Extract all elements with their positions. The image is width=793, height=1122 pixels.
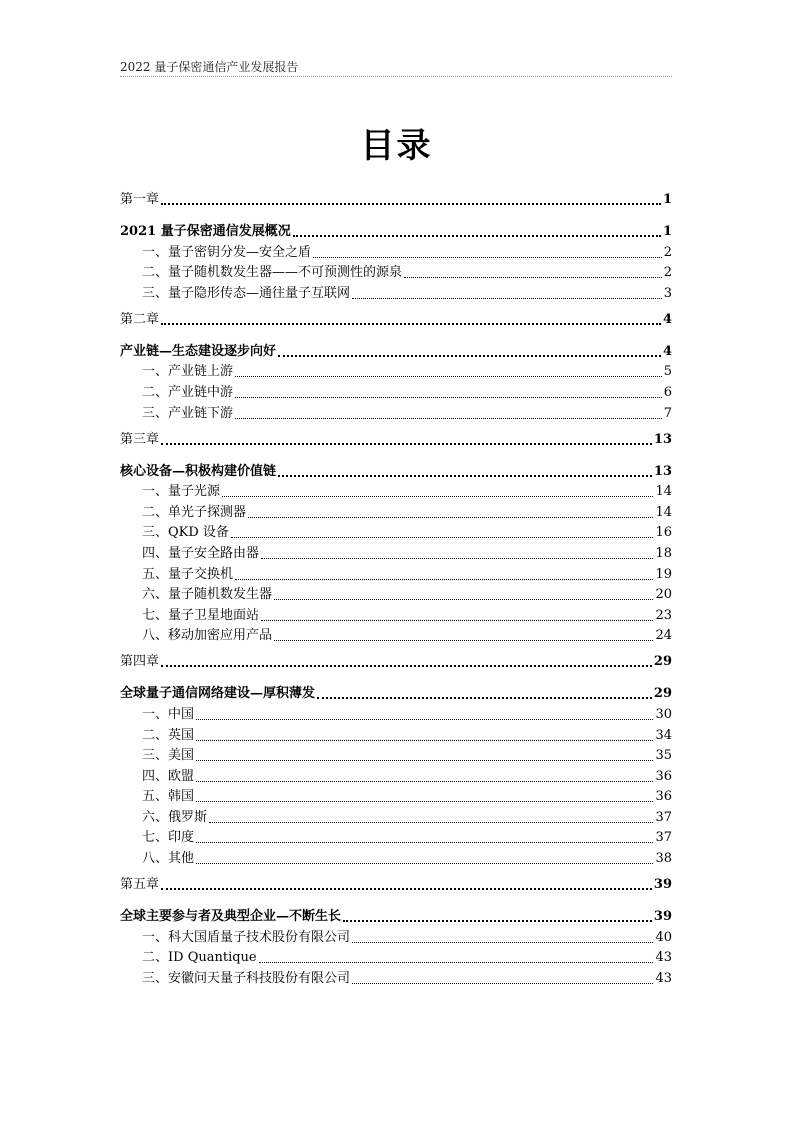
toc-entry-label: 二、单光子探测器 <box>142 504 247 520</box>
toc-entry-page-number: 23 <box>655 607 672 623</box>
toc-entry-label: 第三章 <box>120 431 160 447</box>
dot-leader <box>293 235 661 237</box>
toc-entry-label: 二、产业链中游 <box>142 384 234 400</box>
toc-entry-label: 二、ID Quantique <box>142 950 257 966</box>
toc-entry-sub[interactable] <box>120 967 672 988</box>
toc-entry-sub[interactable] <box>120 765 672 786</box>
dot-leader <box>196 719 653 720</box>
dot-leader <box>209 822 653 823</box>
toc-entry-page-number: 29 <box>653 654 672 670</box>
toc-entry-heading[interactable] <box>120 906 672 926</box>
toc-entry-page-number: 2 <box>663 244 672 260</box>
dot-leader <box>248 517 653 518</box>
toc-entry-sub[interactable] <box>120 745 672 766</box>
toc-entry-label: 二、英国 <box>142 727 195 743</box>
toc-entry-page-number: 19 <box>655 566 672 582</box>
toc-entry-page-number: 4 <box>662 343 672 359</box>
toc-entry-page-number: 14 <box>655 504 672 520</box>
toc-entry-sub[interactable] <box>120 604 672 625</box>
toc-entry-sub[interactable] <box>120 806 672 827</box>
dot-leader <box>222 496 653 497</box>
toc-entry-page-number: 13 <box>653 431 672 447</box>
toc-entry-sub[interactable] <box>120 542 672 563</box>
dot-leader <box>235 376 662 377</box>
toc-entry-label: 产业链—生态建设逐步向好 <box>120 343 277 359</box>
toc-entry-label: 第一章 <box>120 192 160 207</box>
dot-leader <box>161 323 661 325</box>
dot-leader <box>196 842 653 843</box>
toc-entry-page-number: 2 <box>663 265 672 281</box>
dot-leader <box>235 579 653 580</box>
toc-entry-heading[interactable] <box>120 461 672 481</box>
toc-entry-sub[interactable] <box>120 262 672 283</box>
toc-entry-page-number: 1 <box>662 192 672 207</box>
toc-entry-sub[interactable] <box>120 381 672 402</box>
dot-leader <box>352 942 653 943</box>
toc-entry-chapter[interactable] <box>120 429 672 449</box>
dot-leader <box>352 983 653 984</box>
toc-entry-label: 2021 量子保密通信发展概况 <box>120 224 291 239</box>
toc-entry-label: 核心设备—积极构建价值链 <box>120 463 277 479</box>
toc-entry-label: 一、量子密钥分发—安全之盾 <box>142 244 312 260</box>
toc-entry-page-number: 39 <box>653 877 672 893</box>
toc-entry-label: 四、量子安全路由器 <box>142 545 260 561</box>
toc-entry-page-number: 34 <box>655 727 672 743</box>
dot-leader <box>196 781 653 782</box>
toc-entry-page-number: 3 <box>663 285 672 301</box>
toc-entry-page-number: 6 <box>663 384 672 400</box>
toc-entry-label: 六、俄罗斯 <box>142 809 208 825</box>
toc-entry-page-number: 29 <box>653 686 672 702</box>
toc-entry-sub[interactable] <box>120 703 672 724</box>
dot-leader <box>161 665 652 667</box>
toc-entry-label: 三、产业链下游 <box>142 405 234 421</box>
toc-entry-page-number: 38 <box>655 851 672 867</box>
toc-entry-chapter[interactable] <box>120 651 672 671</box>
running-header: 2022 量子保密通信产业发展报告 <box>120 60 672 77</box>
toc-entry-page-number: 37 <box>655 809 672 825</box>
toc-entry-page-number: 16 <box>655 525 672 541</box>
toc-entry-sub[interactable] <box>120 847 672 868</box>
toc-entry-page-number: 30 <box>655 706 672 722</box>
toc-entry-page-number: 1 <box>662 224 672 239</box>
toc-entry-sub[interactable] <box>120 402 672 423</box>
toc-entry-sub[interactable] <box>120 947 672 968</box>
dot-leader <box>313 257 662 258</box>
toc-entry-label: 六、量子随机数发生器 <box>142 587 273 603</box>
toc-entry-page-number: 36 <box>655 789 672 805</box>
toc-entry-label: 八、其他 <box>142 851 195 867</box>
toc-entry-page-number: 24 <box>655 628 672 644</box>
dot-leader <box>404 277 662 278</box>
toc-entry-heading[interactable] <box>120 683 672 703</box>
dot-leader <box>352 298 662 299</box>
dot-leader <box>259 962 654 963</box>
dot-leader <box>261 620 653 621</box>
toc-entry-page-number: 37 <box>655 830 672 846</box>
toc-entry-sub[interactable] <box>120 584 672 605</box>
dot-leader <box>278 355 661 357</box>
dot-leader <box>231 537 654 538</box>
toc-entry-page-number: 5 <box>663 364 672 380</box>
toc-entry-page-number: 40 <box>655 929 672 945</box>
dot-leader <box>317 697 652 699</box>
dot-leader <box>274 640 653 641</box>
toc-entry-label: 四、欧盟 <box>142 768 195 784</box>
toc-entry-label: 一、科大国盾量子技术股份有限公司 <box>142 929 351 945</box>
page-title: 目录 <box>360 126 433 166</box>
dot-leader <box>161 888 652 890</box>
table-of-contents <box>120 183 672 988</box>
toc-entry-label: 二、量子随机数发生器——不可预测性的源泉 <box>142 265 403 281</box>
toc-entry-chapter[interactable] <box>120 874 672 894</box>
toc-entry-label: 七、量子卫星地面站 <box>142 607 260 623</box>
toc-entry-label: 一、量子光源 <box>142 484 221 500</box>
dot-leader <box>161 203 661 205</box>
dot-leader <box>196 760 653 761</box>
dot-leader <box>161 443 652 445</box>
toc-entry-sub[interactable] <box>120 501 672 522</box>
toc-entry-sub[interactable] <box>120 522 672 543</box>
toc-entry-sub[interactable] <box>120 786 672 807</box>
toc-entry-label: 七、印度 <box>142 830 195 846</box>
toc-entry-sub[interactable] <box>120 724 672 745</box>
dot-leader <box>196 801 653 802</box>
dot-leader <box>261 558 653 559</box>
toc-entry-page-number: 4 <box>662 311 672 327</box>
toc-entry-page-number: 18 <box>655 545 672 561</box>
toc-entry-heading[interactable] <box>120 221 672 241</box>
toc-entry-page-number: 20 <box>655 587 672 603</box>
toc-entry-label: 八、移动加密应用产品 <box>142 628 273 644</box>
toc-entry-page-number: 13 <box>653 463 672 479</box>
toc-entry-sub[interactable] <box>120 563 672 584</box>
toc-entry-page-number: 39 <box>653 909 672 925</box>
toc-entry-label: 三、安徽问天量子科技股份有限公司 <box>142 970 351 986</box>
toc-entry-label: 第四章 <box>120 654 160 670</box>
toc-entry-label: 一、产业链上游 <box>142 364 234 380</box>
toc-entry-sub[interactable] <box>120 282 672 303</box>
toc-entry-sub[interactable] <box>120 361 672 382</box>
toc-entry-label: 一、中国 <box>142 706 195 722</box>
toc-entry-sub[interactable] <box>120 926 672 947</box>
toc-entry-chapter[interactable] <box>120 189 672 209</box>
toc-entry-label: 全球量子通信网络建设—厚积薄发 <box>120 686 316 702</box>
toc-entry-label: 第二章 <box>120 311 160 327</box>
toc-entry-page-number: 43 <box>655 950 672 966</box>
toc-entry-label: 五、量子交换机 <box>142 566 234 582</box>
toc-entry-sub[interactable] <box>120 625 672 646</box>
toc-entry-page-number: 35 <box>655 748 672 764</box>
dot-leader <box>278 475 652 477</box>
toc-entry-sub[interactable] <box>120 827 672 848</box>
toc-entry-chapter[interactable] <box>120 309 672 329</box>
dot-leader <box>196 740 653 741</box>
toc-entry-label: 三、量子隐形传态—通往量子互联网 <box>142 285 351 301</box>
toc-entry-heading[interactable] <box>120 341 672 361</box>
dot-leader <box>235 418 662 419</box>
toc-entry-sub[interactable] <box>120 481 672 502</box>
toc-entry-page-number: 36 <box>655 768 672 784</box>
toc-entry-label: 全球主要参与者及典型企业—不断生长 <box>120 909 342 925</box>
toc-entry-page-number: 14 <box>655 484 672 500</box>
toc-entry-sub[interactable] <box>120 241 672 262</box>
toc-entry-page-number: 43 <box>655 970 672 986</box>
toc-entry-page-number: 7 <box>663 405 672 421</box>
dot-leader <box>343 920 652 922</box>
toc-entry-label: 三、美国 <box>142 748 195 764</box>
dot-leader <box>235 397 662 398</box>
toc-entry-label: 五、韩国 <box>142 789 195 805</box>
toc-entry-label: 三、QKD 设备 <box>142 525 229 541</box>
toc-entry-label: 第五章 <box>120 877 160 893</box>
dot-leader <box>196 863 653 864</box>
dot-leader <box>274 599 653 600</box>
